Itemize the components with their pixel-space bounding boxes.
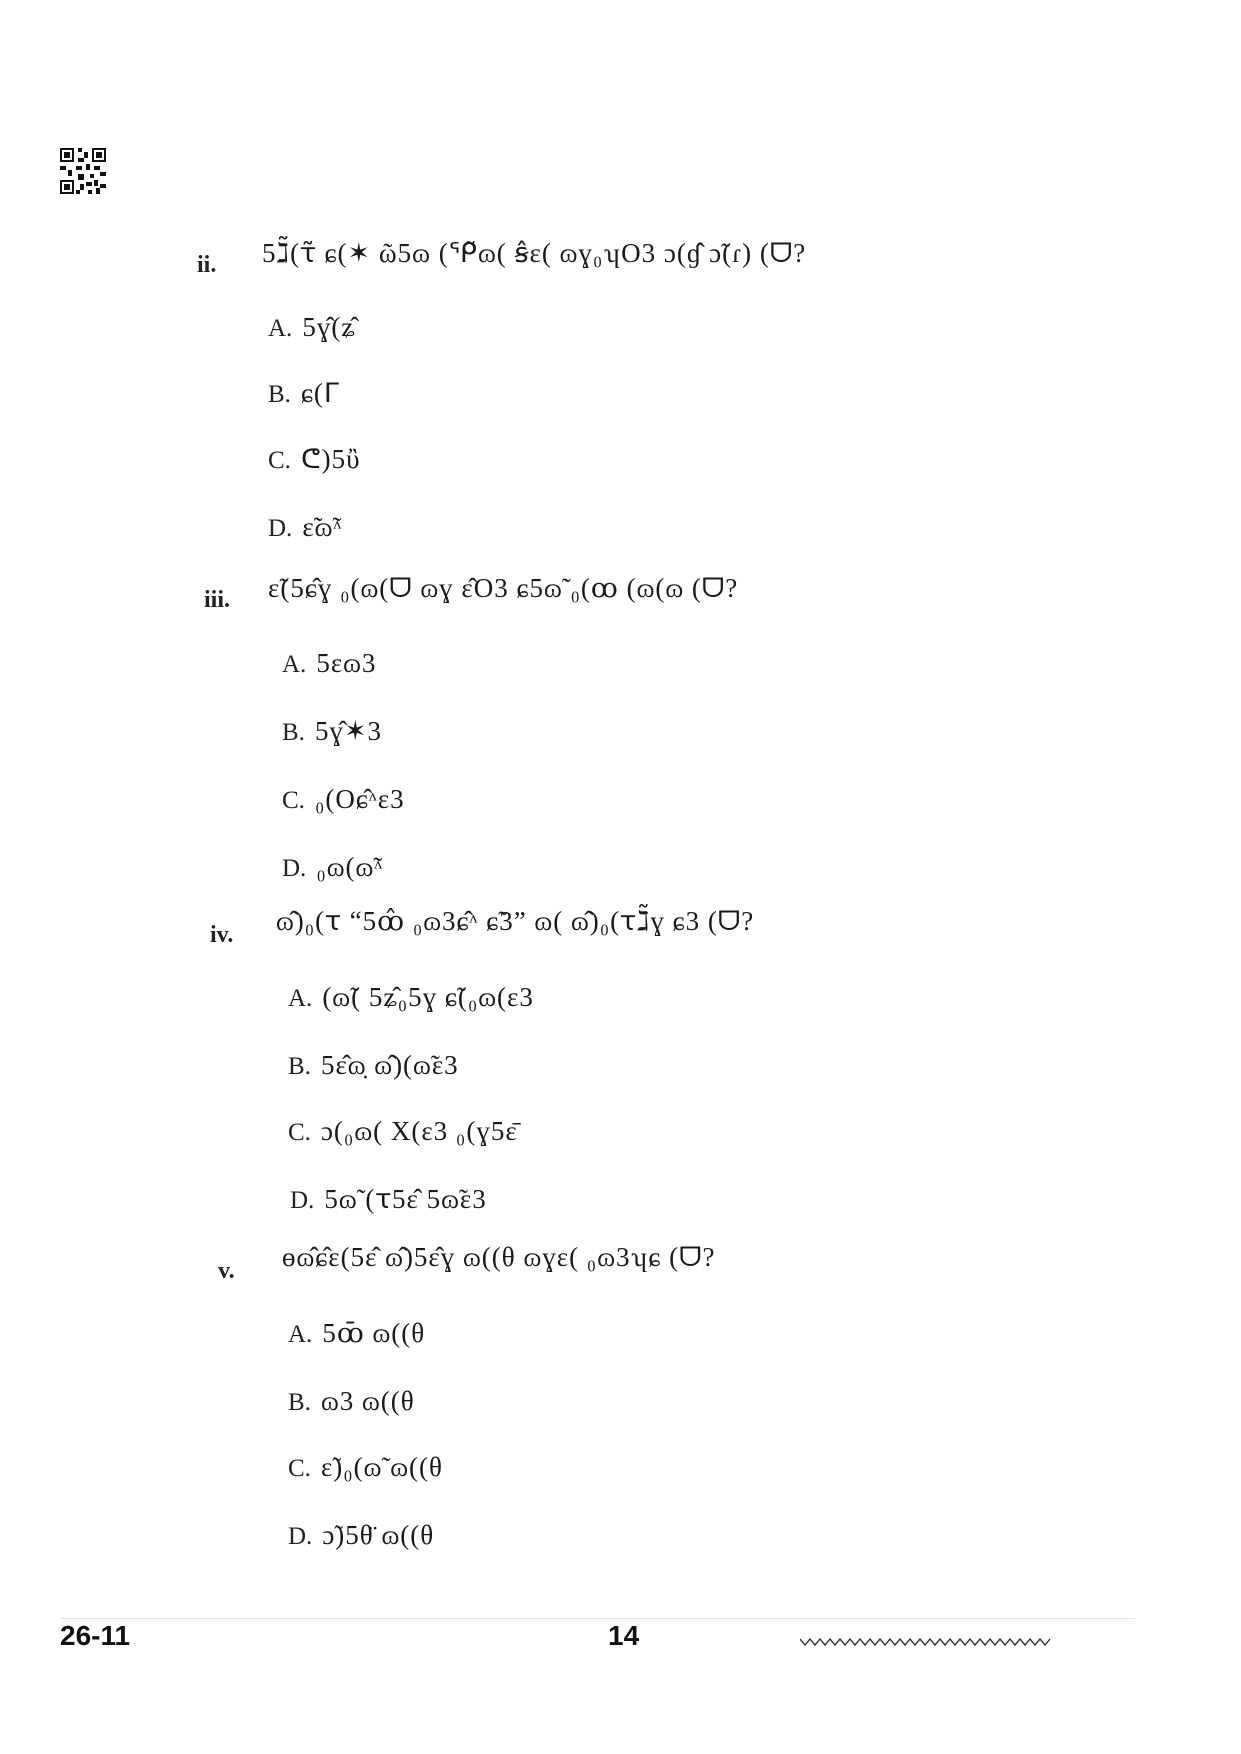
option-letter: B. — [288, 1053, 311, 1080]
option-d — [290, 1184, 487, 1215]
question-number: iv. — [210, 922, 234, 948]
option-letter: C. — [268, 447, 291, 474]
option-letter: C. — [288, 1455, 311, 1482]
question-text: 5ℷ̃(ꚍ̃ ɕ(✶ ῶ5ɷ (ᕿ̃ɷ( ꞩ̂ɛ( ɷɣ₀ʮO3 ɔ(ɠ̂ ɔ̃(ɾ) (ᗜ? — [262, 238, 807, 268]
option-text: 5ɷ̃ (ꚍ5ɛ̂ 5ɷ̃ɛ3 — [324, 1184, 487, 1214]
option-letter: A. — [288, 1321, 313, 1348]
option-c — [288, 1116, 518, 1147]
option-d — [268, 512, 342, 543]
option-text: 5ɛ̂ɷ̣ ɷ̂)(ɷ̃ɛ3 — [320, 1050, 459, 1080]
option-letter: A. — [268, 315, 293, 342]
option-b — [282, 716, 382, 747]
qr-code-icon — [60, 148, 106, 194]
question-text: ɛ̃(5ɕ̂ɣ ₀(ɷ(ᗜ ɷɣ ɛ̂O3 ɕ5ɷ̃ ₀(ꝏ (ɷ(ɷ (ᗜ? — [268, 573, 739, 603]
option-c — [268, 444, 361, 475]
option-letter: C. — [288, 1119, 311, 1146]
option-letter: B. — [282, 719, 305, 746]
option-text: ᕦ)5ὒ — [300, 444, 361, 474]
option-text: ɷ3 ɷ((θ — [320, 1386, 415, 1416]
option-text: ɛ̃)₀(ɷ̃ ɷ((θ — [320, 1452, 443, 1482]
option-a — [288, 982, 534, 1013]
option-letter: A. — [282, 651, 307, 678]
option-d — [288, 1520, 434, 1551]
question-number: iii. — [204, 587, 231, 613]
option-letter: A. — [288, 985, 313, 1012]
question-number: v. — [218, 1258, 235, 1284]
option-text: 5ɛɷ3 — [316, 648, 377, 678]
option-letter: B. — [288, 1389, 311, 1416]
option-b — [288, 1050, 459, 1081]
option-d — [282, 852, 383, 883]
option-text: ₀ɷ(ɷ̃ᶺ — [316, 852, 384, 882]
option-c — [288, 1452, 443, 1483]
footer-divider — [60, 1618, 1135, 1619]
decorative-wave-line — [800, 1635, 1052, 1649]
paper-code: 26-11 — [60, 1620, 131, 1651]
option-text: ɕ(ᒥ — [300, 378, 340, 408]
option-text: ɔ(₀ɷ( X(ɛ3 ₀(ɣ5ɛ̄ — [320, 1116, 518, 1146]
option-a — [268, 312, 356, 343]
page-number: 14 — [608, 1620, 640, 1651]
question-text: ɵɷ̂ɕ̂ɛ(5ɛ̂ ɷ̂)5ɛ̂ɣ ɷ((θ ɷɣɛ( ₀ɷ3ʮɕ (ᗜ? — [282, 1242, 716, 1272]
option-letter: D. — [288, 1523, 313, 1550]
option-c — [282, 784, 405, 815]
option-text: ɔ̃)5θ̈ ɷ((θ — [322, 1520, 435, 1550]
question-number: ii. — [197, 252, 217, 278]
option-letter: D. — [282, 855, 307, 882]
option-a — [288, 1318, 425, 1349]
option-b — [268, 378, 340, 409]
option-text: 5ɣ̂✶3 — [314, 716, 383, 746]
option-text: ₀(Oɕ̂ᶺɛ3 — [314, 784, 405, 814]
option-text: 5ꝏ̄ ɷ((θ — [322, 1318, 426, 1348]
option-text: ɛ̃ɷ̃ᶺ — [302, 512, 343, 542]
option-b — [288, 1386, 415, 1417]
option-letter: C. — [282, 787, 305, 814]
option-a — [282, 648, 376, 679]
question-text: ɷ̂)₀(ꚍ “5ꝏ̂ ₀ɷ3ɕ̂ᶺ ɕ̃3” ɷ( ɷ̂)₀(ꚍℷ̃ɣ ɕ3 (ᗜ? — [276, 906, 755, 936]
option-text: 5ɣ̂(ʑ̂ — [302, 312, 356, 342]
option-letter: D. — [268, 515, 293, 542]
option-letter: B. — [268, 381, 291, 408]
option-text: (ɷ̃( 5ʑ̂₀5ɣ ɕ̃(₀ɷ(ɛ3 — [322, 982, 534, 1012]
option-letter: D. — [290, 1187, 315, 1214]
